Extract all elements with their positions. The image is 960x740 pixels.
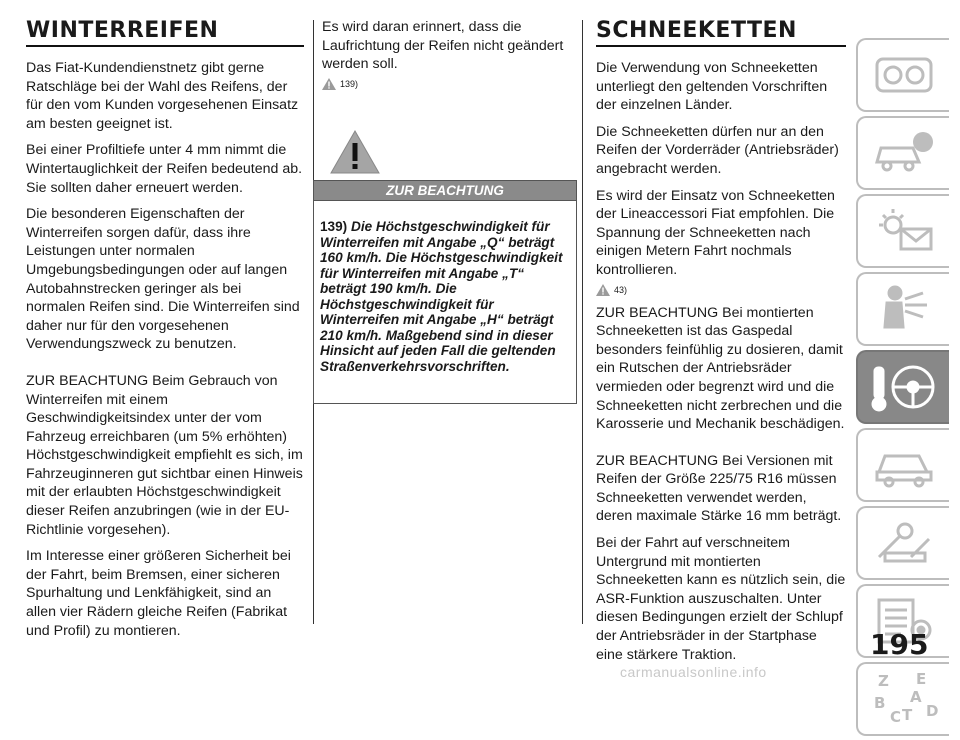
paragraph-note: ZUR BEACHTUNG Beim Gebrauch von Winterreifen mit einem Geschwindigkeitsindex unter der vom Fahrzeug erreichbaren (um 5% erhöhten) Höchstgeschwindigkeit empfiehlt es sich, im Fahrzeuginneren gut sichtbar einen Hinweis mit der erlaubten Höchstgeschwindigkeit dieser Reifen anzubringen (wie in der EU-Richtlinie vorgesehen). bbox=[26, 372, 303, 538]
warning-triangle-icon bbox=[330, 130, 380, 174]
middle-column bbox=[322, 18, 574, 98]
tab-service[interactable] bbox=[856, 506, 949, 580]
warning-reference bbox=[596, 284, 846, 296]
car-info-icon bbox=[871, 128, 937, 178]
warning-box-number: 139) bbox=[320, 219, 348, 234]
warning-triangle-icon bbox=[596, 284, 610, 296]
tab-emergency[interactable] bbox=[856, 428, 949, 502]
warning-reference-number: 139) bbox=[340, 78, 359, 89]
key-steering-wheel-icon bbox=[869, 360, 939, 414]
column-divider bbox=[582, 20, 583, 624]
paragraph-note: ZUR BEACHTUNG Bei montierten Schneeketten ist das Gaspedal besonders feinfühlig zu dosieren, damit ein Rutschen der Antriebsräder vermieden oder begrenzt wird und die Schneeketten nicht zerbrechen und die Karosserie und Mechanik beschädigen. bbox=[596, 304, 845, 433]
paragraph-note: ZUR BEACHTUNG Bei Versionen mit Reifen der Größe 225/75 R16 müssen Schneeketten verwendet werden, deren maximale Stärke 16 mm beträgt. bbox=[596, 452, 842, 525]
warning-reference-number: 43) bbox=[614, 284, 628, 295]
warning-triangle-icon bbox=[322, 78, 336, 90]
paragraph: Es wird daran erinnert, dass die Laufrichtung der Reifen nicht geändert werden soll. bbox=[322, 19, 564, 73]
car-dashboard-icon bbox=[873, 51, 935, 99]
tab-index[interactable] bbox=[856, 662, 949, 736]
paragraph: Bei der Fahrt auf verschneitem Untergrund mit montierten Schneeketten kann es nützlich sein, die ASR-Funktion auszuschalten. Unter diesen Bedingungen erzielt der Schlupf der Antriebsräder in der Startphase eine stärkere Traktion. bbox=[596, 535, 846, 663]
warning-reference bbox=[322, 78, 574, 90]
paragraph: Die Schneeketten dürfen nur an den Reifen der Vorderräder (Antriebsräder) angebracht werden. bbox=[596, 123, 839, 177]
paragraph: Die besonderen Eigenschaften der Winterreifen sorgen dafür, dass ihre Leistungen unter normalen Umgebungsbedingungen oder auf langen Autobahnstrecken geringer als bei normalen Reifen sind. Die Winterreifen sind daher nur für den vorgesehenen Verwendungszweck zu benutzen. bbox=[26, 206, 300, 353]
paragraph: Die Verwendung von Schneeketten unterliegt den geltenden Vorschriften der einzelnen Länder. bbox=[596, 60, 828, 114]
car-breakdown-icon bbox=[873, 442, 935, 488]
svg-text:T: T bbox=[901, 706, 912, 724]
tab-safety[interactable] bbox=[856, 272, 949, 346]
footer-watermark: carmanualsonline.info bbox=[620, 664, 767, 680]
svg-text:C: C bbox=[889, 708, 901, 726]
tab-warning-lights[interactable] bbox=[856, 194, 949, 268]
tab-dashboard[interactable] bbox=[856, 38, 949, 112]
tab-car-info[interactable] bbox=[856, 116, 949, 190]
page-number: 195 bbox=[870, 628, 929, 661]
column-divider bbox=[313, 402, 314, 624]
svg-text:Z: Z bbox=[877, 672, 889, 690]
section-heading-winterreifen: WINTERREIFEN bbox=[26, 18, 304, 47]
paragraph: Das Fiat-Kundendienstnetz gibt gerne Ratschläge bei der Wahl des Reifens, der für den vom Kunden vorgesehenen Einsatz am besten geeignet ist. bbox=[26, 60, 299, 132]
section-heading-schneeketten: SCHNEEKETTEN bbox=[596, 18, 846, 47]
column-divider bbox=[313, 20, 314, 180]
right-column bbox=[596, 18, 846, 672]
warning-box-body bbox=[314, 201, 576, 374]
svg-text:B: B bbox=[873, 694, 885, 712]
svg-text:A: A bbox=[909, 688, 922, 706]
svg-text:E: E bbox=[915, 670, 926, 688]
warning-box bbox=[313, 180, 577, 404]
tab-starting-driving[interactable] bbox=[856, 350, 949, 424]
warning-lights-icon bbox=[871, 205, 937, 257]
left-column bbox=[26, 18, 304, 648]
alphabetical-index-icon bbox=[868, 670, 940, 728]
paragraph: Es wird der Einsatz von Schneeketten der Lineaccessori Fiat empfohlen. Die Spannung der Schneeketten nach einigen Metern Fahrt nochmals kontrollieren. bbox=[596, 187, 835, 278]
warning-box-text: Die Höchstgeschwindigkeit für Winterreifen mit Angabe „Q“ beträgt 160 km/h. Die Höchstgeschwindigkeit für Winterreifen mit Angabe „T“ beträgt 190 km/h. Die Höchstgeschwindigkeit für Winterreifen mit Angabe „H“ beträgt 210 km/h. Maßgebend sind in dieser Hinsicht auf jeden Fall die geltenden Straßenverkehrsvorschriften. bbox=[320, 219, 563, 374]
airbag-passenger-icon bbox=[873, 283, 935, 335]
warning-box-title: ZUR BEACHTUNG bbox=[314, 181, 576, 201]
svg-text:D: D bbox=[925, 702, 938, 720]
paragraph: Bei einer Profiltiefe unter 4 mm nimmt die Wintertauglichkeit der Reifen bedeutend ab. Sie sollten daher erneuert werden. bbox=[26, 142, 303, 196]
service-tools-icon bbox=[871, 517, 937, 569]
paragraph: Im Interesse einer größeren Sicherheit bei der Fahrt, beim Bremsen, einer sicheren Spurhaltung und Lenkfähigkeit, sind an allen vier Rädern gleiche Reifen (Fabrikat und Profil) zu montieren. bbox=[26, 548, 291, 639]
